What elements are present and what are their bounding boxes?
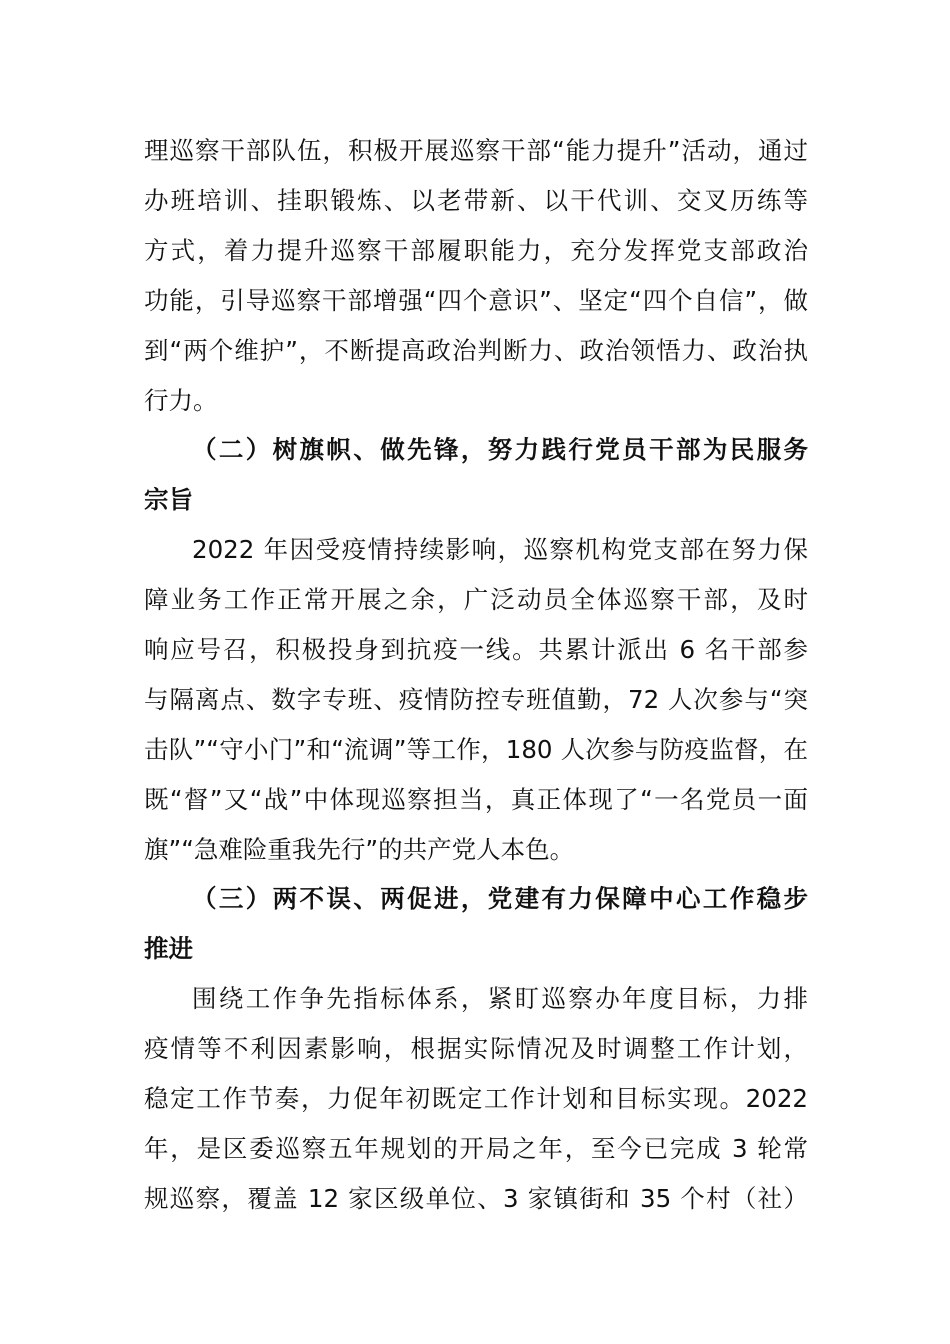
paragraph-line: 理巡察干部队伍，积极开展巡察干部“能力提升”活动，通过	[144, 136, 808, 165]
paragraph-line: 疫情等不利因素影响，根据实际情况及时调整工作计划，	[144, 1034, 808, 1063]
section-heading-3: （三）两不误、两促进，党建有力保障中心工作稳步	[192, 884, 808, 913]
paragraph-line: 到“两个维护”，不断提高政治判断力、政治领悟力、政治执	[144, 336, 808, 365]
paragraph-line: 行力。	[144, 386, 218, 415]
section-heading-2-cont: 宗旨	[144, 485, 193, 514]
section-heading-3-cont: 推进	[144, 934, 193, 963]
paragraph-line: 方式，着力提升巡察干部履职能力，充分发挥党支部政治	[144, 236, 808, 265]
paragraph-line: 规巡察，覆盖 12 家区级单位、3 家镇街和 35 个村（社）	[144, 1184, 808, 1213]
paragraph-line: 功能，引导巡察干部增强“四个意识”、坚定“四个自信”，做	[144, 286, 808, 315]
section-heading-2: （二）树旗帜、做先锋，努力践行党员干部为民服务	[192, 435, 808, 464]
paragraph-line: 2022 年因受疫情持续影响，巡察机构党支部在努力保	[192, 535, 808, 564]
paragraph-line: 击队”“守小门”和“流调”等工作，180 人次参与防疫监督，在	[144, 735, 808, 764]
paragraph-line: 既“督”又“战”中体现巡察担当，真正体现了“一名党员一面	[144, 785, 808, 814]
paragraph-line: 年，是区委巡察五年规划的开局之年，至今已完成 3 轮常	[144, 1134, 808, 1163]
paragraph-line: 与隔离点、数字专班、疫情防控专班值勤，72 人次参与“突	[144, 685, 808, 714]
paragraph-line: 旗”“急难险重我先行”的共产党人本色。	[144, 835, 575, 864]
paragraph-line: 稳定工作节奏，力促年初既定工作计划和目标实现。2022	[144, 1084, 808, 1113]
paragraph-line: 障业务工作正常开展之余，广泛动员全体巡察干部，及时	[144, 585, 808, 614]
paragraph-line: 围绕工作争先指标体系，紧盯巡察办年度目标，力排	[192, 984, 808, 1013]
paragraph-line: 办班培训、挂职锻炼、以老带新、以干代训、交叉历练等	[144, 186, 808, 215]
paragraph-line: 响应号召，积极投身到抗疫一线。共累计派出 6 名干部参	[144, 635, 808, 664]
